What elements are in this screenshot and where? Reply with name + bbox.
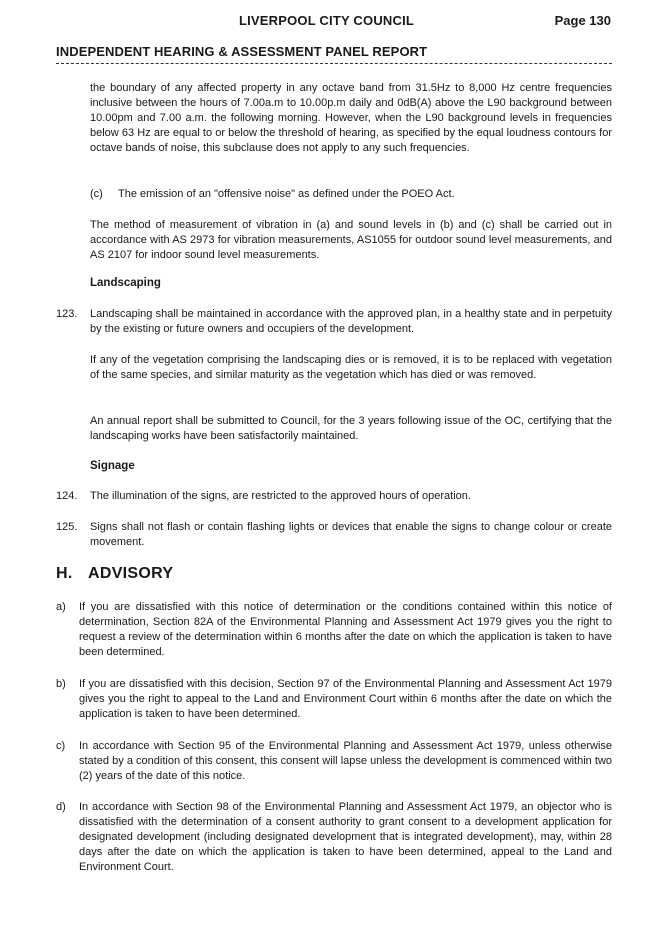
condition-125-text: Signs shall not flash or contain flashing lights or devices that enable the signs to change colour or create movement. <box>90 521 612 548</box>
landscaping-heading: Landscaping <box>90 277 161 289</box>
advisory-item-c-text: In accordance with Section 95 of the Environmental Planning and Assessment Act 1979, unless otherwise stated by a condition of this consent, this consent will lapse unless the development is commenced within two (2) years of the date of this notice. <box>79 740 612 782</box>
condition-124-text: The illumination of the signs, are restricted to the approved hours of operation. <box>90 490 471 502</box>
advisory-section-heading <box>56 565 173 583</box>
advisory-section-title: ADVISORY <box>88 565 174 582</box>
advisory-item-b-text: If you are dissatisfied with this decision, Section 97 of the Environmental Planning and Assessment Act 1979 gives you the right to appeal to the Land and Environment Court within 6 months after the date on which the application is taken to have been determined. <box>79 678 612 720</box>
report-title: INDEPENDENT HEARING & ASSESSMENT PANEL REPORT <box>56 44 428 59</box>
signage-heading: Signage <box>90 460 135 472</box>
advisory-item-a-label: a) <box>56 601 66 613</box>
council-name: LIVERPOOL CITY COUNCIL <box>238 13 415 28</box>
advisory-item-d-label: d) <box>56 801 66 813</box>
advisory-item-c-label: c) <box>56 740 66 752</box>
condition-123-number: 123. <box>56 308 78 320</box>
advisory-item-b-label: b) <box>56 678 66 690</box>
condition-124-number: 124. <box>56 490 78 502</box>
header-divider <box>56 63 612 64</box>
advisory-item-d-text: In accordance with Section 98 of the Environmental Planning and Assessment Act 1979, an objector who is dissatisfied with the determination of a consent authority to grant consent to a development application for designated development (including designated development that is integrated development), may, within 28 days after the date on which the application is taken to have been determined, appeal to the Land and Environment Court. <box>79 801 612 873</box>
page-number: Page 130 <box>554 13 611 28</box>
advisory-item-a-text: If you are dissatisfied with this notice of determination or the conditions contained within this notice of determination, Section 82A of the Environmental Planning and Assessment Act 1979 gives you the right to request a review of the determination within 6 months after the date on which the application is taken to have been determined. <box>79 601 612 658</box>
item-c-label: (c) <box>90 188 103 200</box>
condition-123-text: Landscaping shall be maintained in accordance with the approved plan, in a healthy state and in perpetuity by the existing or future owners and occupiers of the development. <box>90 308 612 335</box>
advisory-section-letter: H. <box>56 565 73 582</box>
measurement-paragraph: The method of measurement of vibration in (a) and sound levels in (b) and (c) shall be carried out in accordance with AS 2973 for vibration measurements, AS1055 for outdoor sound level measurements, and AS 2107 for indoor sound level measurements. <box>90 219 612 261</box>
item-c-text: The emission of an "offensive noise" as defined under the POEO Act. <box>118 188 455 200</box>
continued-noise-paragraph: the boundary of any affected property in any octave band from 31.5Hz to 8,000 Hz centre frequencies inclusive between the hours of 7.00a.m to 10.00p.m daily and 0dB(A) above the L90 background between 10.00pm and 7.00 a.m. the following morning. However, when the L90 background levels in frequencies below 63 Hz are equal to or below the threshold of hearing, as specified by the equal loudness contours for octave bands of noise, this subclause does not apply to any such frequencies. <box>90 82 612 154</box>
condition-125-number: 125. <box>56 521 78 533</box>
vegetation-paragraph: If any of the vegetation comprising the landscaping dies or is removed, it is to be replaced with vegetation of the same species, and similar maturity as the vegetation which has died or was removed. <box>90 354 612 381</box>
annual-report-paragraph: An annual report shall be submitted to Council, for the 3 years following issue of the OC, certifying that the landscaping works have been satisfactorily maintained. <box>90 415 612 442</box>
